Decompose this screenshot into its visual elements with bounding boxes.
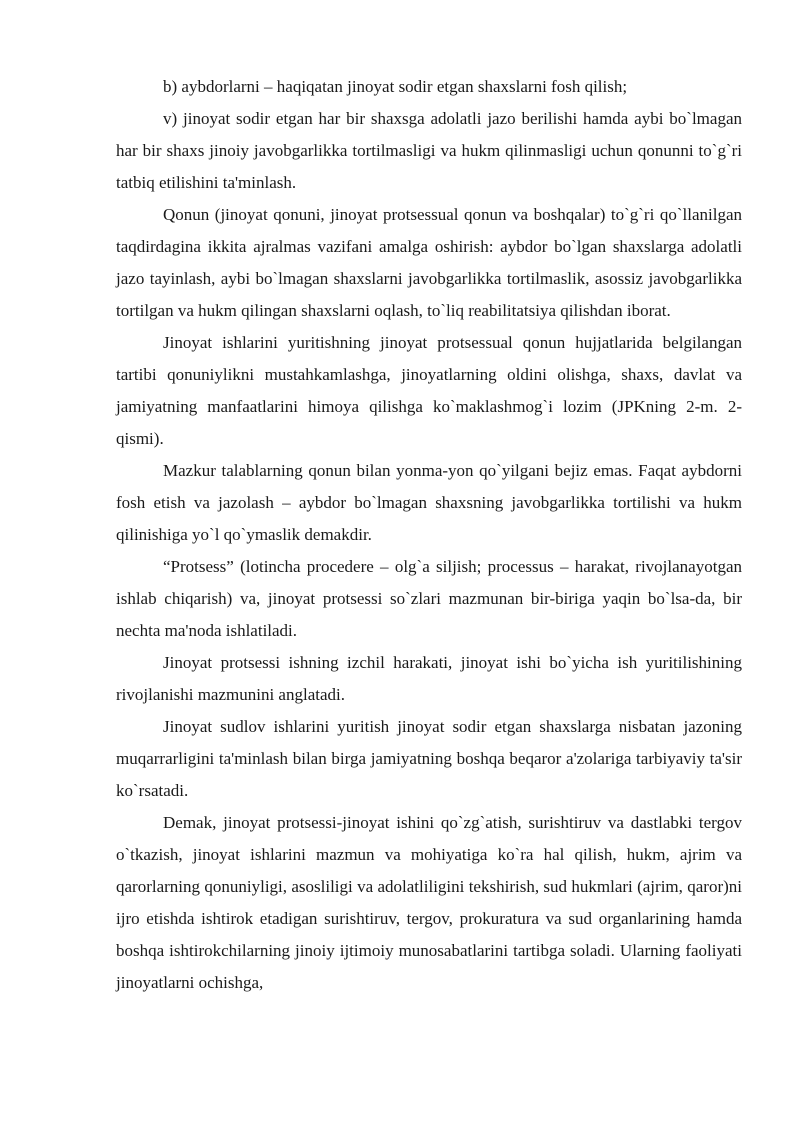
- paragraph-goal-v: v) jinoyat sodir etgan har bir shaxsga adolatli jazo berilishi hamda aybi bo`lmagan har bir shaxs jinoiy javobgarlikka tortilmasligi va hukm qilinmasligi uchun qonunni to`g`ri tatbiq etilishini ta'minlash.: [116, 109, 742, 192]
- paragraph-conclusion: Demak, jinoyat protsessi-jinoyat ishini qo`zg`atish, surishtiruv va dastlabki tergov o`tkazish, jinoyat ishlarini mazmun va mohiyatiga ko`ra hal qilish, hukm, ajrim va qarorlarning qonuniyligi, asosliligi va adolatliligini tekshirish, sud hukmlari (ajrim, qaror)ni ijro etishda ishtirok etadigan surishtiruv, tergov, prokuratura va sud organlarining hamda boshqa ishtirokchilarning jinoiy ijtimoiy munosabatlarini tartibga soladi. Ularning faoliyati jinoyatlarni ochishga,: [116, 813, 742, 992]
- paragraph-requirements: Mazkur talablarning qonun bilan yonma-yon qo`yilgani bejiz emas. Faqat aybdorni fosh etish va jazolash – aybdor bo`lmagan shaxsning javobgarlikka tortilishi va hukm qilinishiga yo`l qo`ymaslik demakdir.: [116, 461, 742, 544]
- paragraph-process-meaning: Jinoyat protsessi ishning izchil harakati, jinoyat ishi bo`yicha ish yuritilishining rivojlanishi mazmunini anglatadi.: [116, 653, 742, 704]
- paragraph-goal-b: b) aybdorlarni – haqiqatan jinoyat sodir etgan shaxslarni fosh qilish;: [163, 77, 628, 96]
- paragraph-law-application: Qonun (jinoyat qonuni, jinoyat protsessual qonun va boshqalar) to`g`ri qo`llanilgan taqdirdagina ikkita ajralmas vazifani amalga oshirish: aybdor bo`lgan shaxslarga adolatli jazo tayinlash, aybi bo`lmagan shaxslarni javobgarlikka tortilmaslik, asossiz javobgarlikka tortilgan va hukm qilingan shaxslarni oqlash, to`liq reabilitatsiya qilishdan iborat.: [116, 205, 742, 320]
- paragraph-educational-effect: Jinoyat sudlov ishlarini yuritish jinoyat sodir etgan shaxslarga nisbatan jazoning muqarrarligini ta'minlash bilan birga jamiyatning boshqa beqaror a'zolariga tarbiyaviy ta'sir ko`rsatadi.: [116, 717, 742, 800]
- paragraph-procedure-order: Jinoyat ishlarini yuritishning jinoyat protsessual qonun hujjatlarida belgilangan tartibi qonuniylikni mustahkamlashga, jinoyatlarning oldini olishga, shaxs, davlat va jamiyatning manfaatlarini himoya qilishga ko`maklashmog`i lozim (JPKning 2-m. 2-qismi).: [116, 333, 742, 448]
- document-body: [116, 71, 742, 999]
- paragraph-process-term: “Protsess” (lotincha procedere – olg`a siljish; processus – harakat, rivojlanayotgan ishlab chiqarish) va, jinoyat protsessi so`zlari mazmunan bir-biriga yaqin bo`lsa-da, bir nechta ma'noda ishlatiladi.: [116, 557, 742, 640]
